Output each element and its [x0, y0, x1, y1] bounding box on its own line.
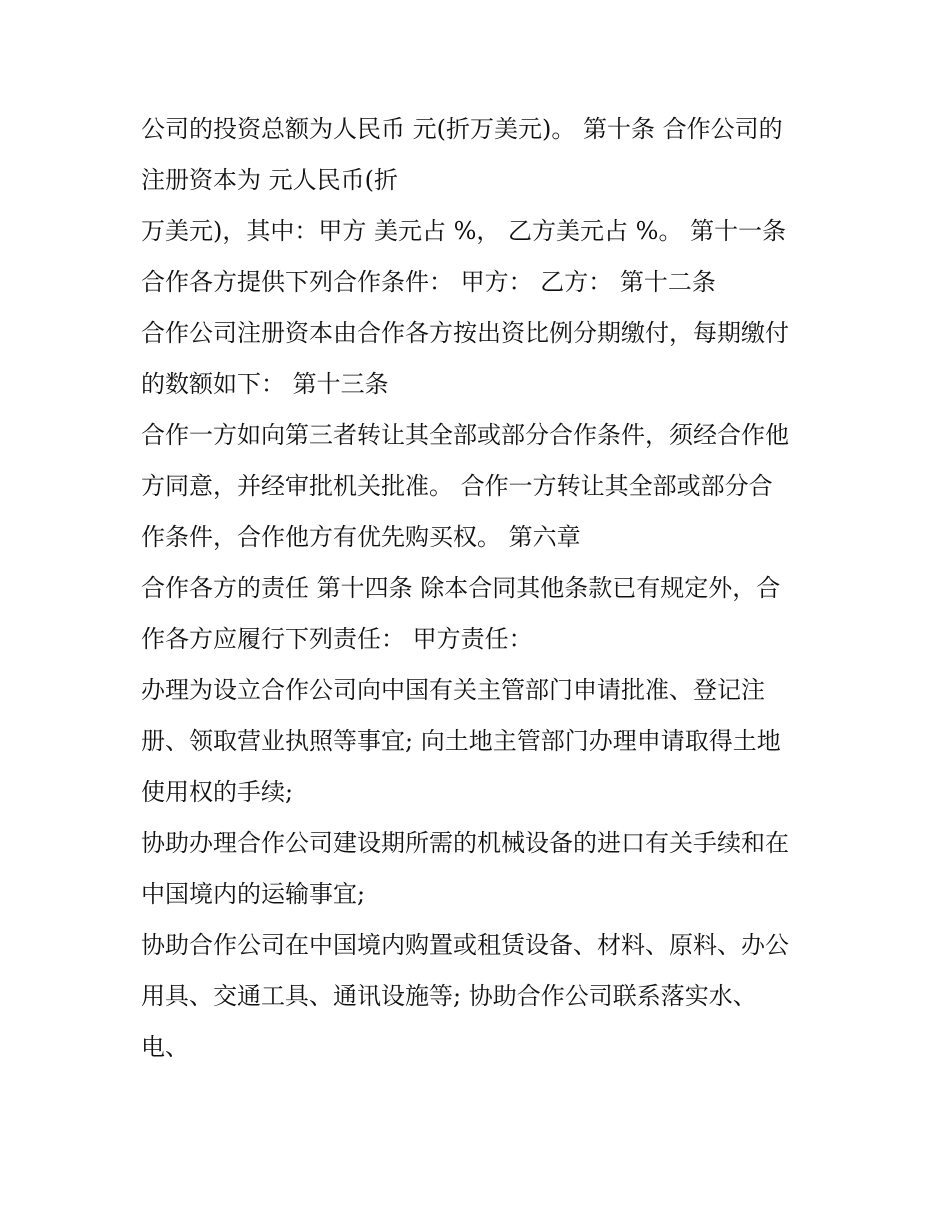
- text-line-1: 公司的投资总额为人民币 元(折万美元)。 第十条 合作公司的: [141, 115, 783, 143]
- text-line-2: 注册资本为 元人民币(折: [141, 166, 398, 194]
- text-line-3: 万美元)，其中：甲方 美元占 %， 乙方美元占 %。 第十一条: [141, 217, 787, 245]
- text-line-4: 合作各方提供下列合作条件： 甲方： 乙方： 第十二条: [141, 268, 716, 296]
- contract-text-body: [141, 104, 821, 1073]
- text-line-9: 作条件，合作他方有优先购买权。 第六章: [141, 523, 581, 551]
- text-line-10: 合作各方的责任 第十四条 除本合同其他条款已有规定外，合: [141, 574, 781, 602]
- text-line-18: 用具、交通工具、通讯设施等; 协助合作公司联系落实水、: [141, 982, 757, 1010]
- text-line-6: 的数额如下： 第十三条: [141, 370, 389, 398]
- text-line-19: 电、: [141, 1033, 189, 1061]
- text-line-14: 使用权的手续;: [141, 778, 294, 806]
- text-line-8: 方同意，并经审批机关批准。 合作一方转让其全部或部分合: [141, 472, 773, 500]
- text-line-15: 协助办理合作公司建设期所需的机械设备的进口有关手续和在: [141, 829, 789, 857]
- text-line-11: 作各方应履行下列责任： 甲方责任：: [141, 625, 533, 653]
- text-line-16: 中国境内的运输事宜;: [141, 880, 366, 908]
- text-line-5: 合作公司注册资本由合作各方按出资比例分期缴付，每期缴付: [141, 319, 789, 347]
- text-line-12: 办理为设立合作公司向中国有关主管部门申请批准、登记注: [141, 676, 765, 704]
- text-line-13: 册、领取营业执照等事宜; 向土地主管部门办理申请取得土地: [141, 727, 781, 755]
- text-line-7: 合作一方如向第三者转让其全部或部分合作条件，须经合作他: [141, 421, 789, 449]
- text-line-17: 协助合作公司在中国境内购置或租赁设备、材料、原料、办公: [141, 931, 789, 959]
